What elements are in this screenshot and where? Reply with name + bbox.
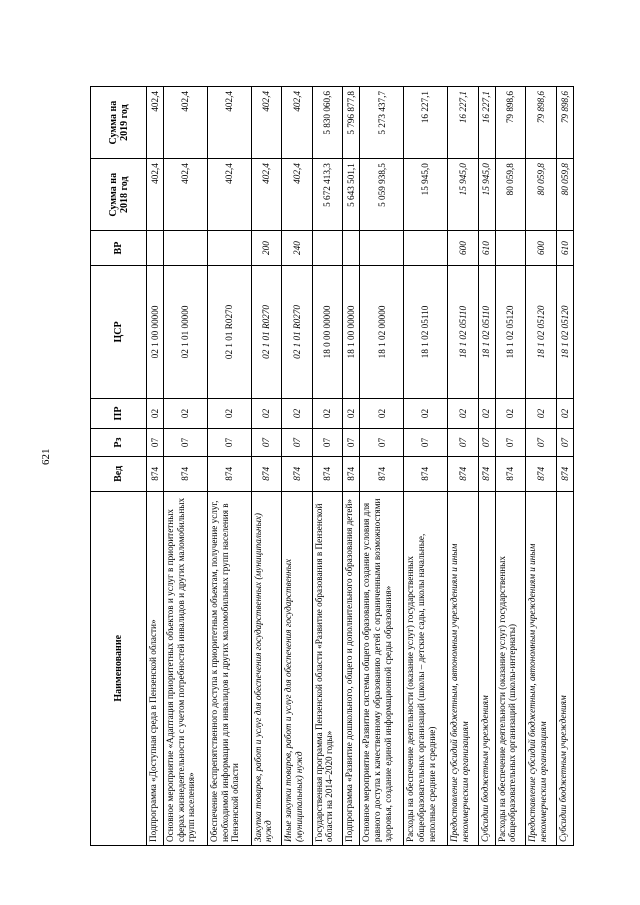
column-header-rz: Рз	[91, 428, 147, 456]
column-header-pr: ПР	[91, 399, 147, 429]
cell-sum-2018: 80 059,8	[556, 159, 573, 231]
cell-csr: 18 1 02 05110	[404, 265, 448, 398]
cell-sum-2019: 16 227,1	[404, 87, 448, 159]
cell-pr: 02	[448, 399, 479, 429]
cell-sum-2019: 16 227,1	[478, 87, 495, 159]
cell-sum-2019: 5 796 877,8	[343, 87, 360, 159]
table-row	[495, 87, 526, 846]
cell-vr	[312, 231, 343, 266]
cell-vr: 600	[448, 231, 479, 266]
table-row	[343, 87, 360, 846]
cell-sum-2018: 5 672 413,3	[312, 159, 343, 231]
table-header-row	[91, 87, 147, 846]
table-row	[360, 87, 404, 846]
cell-name: Государственная программа Пензенской области «Развитие образования в Пензенской области на 2014–2020 годы»	[312, 491, 343, 845]
table-row	[526, 87, 557, 846]
cell-ved: 874	[164, 457, 208, 492]
cell-pr: 02	[147, 399, 164, 429]
cell-csr: 02 1 01 R0270	[207, 265, 251, 398]
cell-name: Субсидии бюджетным учреждениям	[556, 491, 573, 845]
cell-rz: 07	[404, 428, 448, 456]
cell-name: Расходы на обеспечение деятельности (оказание услуг) государственных общеобразовательных организаций (школы – детские сады, школы начальные, неполные средние и средние)	[404, 491, 448, 845]
cell-ved: 874	[404, 457, 448, 492]
cell-sum-2019: 79 898,6	[526, 87, 557, 159]
table-row	[312, 87, 343, 846]
cell-vr: 610	[478, 231, 495, 266]
cell-sum-2018: 402,4	[147, 159, 164, 231]
cell-name: Расходы на обеспечение деятельности (оказание услуг) государственных общеобразовательных организаций (школы-интернаты)	[495, 491, 526, 845]
cell-vr	[164, 231, 208, 266]
cell-pr: 02	[495, 399, 526, 429]
cell-rz: 07	[282, 428, 313, 456]
cell-ved: 874	[312, 457, 343, 492]
cell-csr: 18 1 02 05110	[448, 265, 479, 398]
column-header-sum-2018: Сумма на 2018 год	[91, 159, 147, 231]
cell-sum-2018: 5 643 501,1	[343, 159, 360, 231]
cell-pr: 02	[404, 399, 448, 429]
cell-vr	[343, 231, 360, 266]
rotated-table-container	[90, 86, 574, 846]
cell-vr	[207, 231, 251, 266]
cell-vr: 200	[251, 231, 282, 266]
cell-ved: 874	[495, 457, 526, 492]
cell-sum-2018: 80 059,8	[495, 159, 526, 231]
cell-ved: 874	[282, 457, 313, 492]
table-body	[147, 87, 574, 846]
cell-vr: 240	[282, 231, 313, 266]
cell-name: Предоставление субсидий бюджетным, автономным учреждениям и иным некоммерческим организациям	[448, 491, 479, 845]
cell-ved: 874	[207, 457, 251, 492]
cell-csr: 02 1 01 R0270	[282, 265, 313, 398]
cell-csr: 18 1 02 00000	[360, 265, 404, 398]
cell-ved: 874	[526, 457, 557, 492]
cell-vr: 600	[526, 231, 557, 266]
table-row	[556, 87, 573, 846]
cell-sum-2019: 5 830 060,6	[312, 87, 343, 159]
cell-vr	[360, 231, 404, 266]
cell-name: Субсидии бюджетным учреждениям	[478, 491, 495, 845]
cell-name: Подпрограмма «Развитие дошкольного, общего и дополнительного образования детей»	[343, 491, 360, 845]
cell-csr: 18 1 02 05120	[495, 265, 526, 398]
cell-rz: 07	[164, 428, 208, 456]
cell-vr: 610	[556, 231, 573, 266]
cell-pr: 02	[164, 399, 208, 429]
column-header-sum-2019: Сумма на 2019 год	[91, 87, 147, 159]
cell-ved: 874	[147, 457, 164, 492]
cell-csr: 02 1 01 00000	[164, 265, 208, 398]
cell-sum-2019: 402,4	[147, 87, 164, 159]
cell-ved: 874	[360, 457, 404, 492]
cell-ved: 874	[251, 457, 282, 492]
cell-sum-2018: 15 945,0	[478, 159, 495, 231]
cell-name: Предоставление субсидий бюджетным, автономным учреждениям и иным некоммерческим организациям	[526, 491, 557, 845]
page-number: 621	[40, 448, 52, 465]
cell-name: Иные закупки товаров, работ и услуг для обеспечения государственных (муниципальных) нужд	[282, 491, 313, 845]
cell-rz: 07	[478, 428, 495, 456]
cell-name: Закупка товаров, работ и услуг для обеспечения государственных (муниципальных) нужд	[251, 491, 282, 845]
cell-pr: 02	[526, 399, 557, 429]
cell-rz: 07	[312, 428, 343, 456]
cell-sum-2018: 5 059 938,5	[360, 159, 404, 231]
cell-rz: 07	[251, 428, 282, 456]
cell-ved: 874	[343, 457, 360, 492]
cell-csr: 18 1 02 05120	[556, 265, 573, 398]
budget-table	[90, 86, 574, 846]
cell-name: Основное мероприятие «Развитие системы общего образования, создание условия для равного доступа к качественному образованию детей с ограниченными возможностями здоровья, создание единой информационной среды образования»	[360, 491, 404, 845]
column-header-vr: ВР	[91, 231, 147, 266]
cell-sum-2019: 79 898,6	[495, 87, 526, 159]
cell-rz: 07	[526, 428, 557, 456]
cell-csr: 18 1 02 05110	[478, 265, 495, 398]
cell-sum-2019: 5 273 437,7	[360, 87, 404, 159]
table-row	[164, 87, 208, 846]
cell-rz: 07	[147, 428, 164, 456]
cell-name: Подпрограмма «Доступная среда в Пензенской области»	[147, 491, 164, 845]
cell-sum-2018: 15 945,0	[448, 159, 479, 231]
cell-pr: 02	[282, 399, 313, 429]
cell-csr: 02 1 01 R0270	[251, 265, 282, 398]
cell-pr: 02	[207, 399, 251, 429]
cell-vr	[147, 231, 164, 266]
cell-pr: 02	[251, 399, 282, 429]
cell-rz: 07	[495, 428, 526, 456]
cell-csr: 18 1 00 00000	[343, 265, 360, 398]
table-row	[478, 87, 495, 846]
cell-sum-2018: 15 945,0	[404, 159, 448, 231]
cell-sum-2018: 402,4	[164, 159, 208, 231]
cell-pr: 02	[478, 399, 495, 429]
cell-pr: 02	[312, 399, 343, 429]
cell-pr: 02	[343, 399, 360, 429]
cell-csr: 02 1 00 00000	[147, 265, 164, 398]
table-row	[207, 87, 251, 846]
cell-rz: 07	[207, 428, 251, 456]
cell-name: Основное мероприятие «Адаптация приоритетных объектов и услуг в приоритетных сферах жизнедеятельности с учетом потребностей инвалидов и других маломобильных групп населения»	[164, 491, 208, 845]
cell-vr	[495, 231, 526, 266]
table-row	[251, 87, 282, 846]
cell-sum-2019: 79 898,6	[556, 87, 573, 159]
cell-sum-2019: 402,4	[207, 87, 251, 159]
cell-csr: 18 1 02 05120	[526, 265, 557, 398]
cell-rz: 07	[360, 428, 404, 456]
table-row	[448, 87, 479, 846]
column-header-name: Наименование	[91, 491, 147, 845]
column-header-csr: ЦСР	[91, 265, 147, 398]
table-row	[147, 87, 164, 846]
cell-sum-2019: 402,4	[251, 87, 282, 159]
cell-ved: 874	[448, 457, 479, 492]
column-header-ved: Вед	[91, 457, 147, 492]
cell-ved: 874	[556, 457, 573, 492]
cell-rz: 07	[448, 428, 479, 456]
cell-sum-2018: 402,4	[282, 159, 313, 231]
cell-sum-2018: 402,4	[207, 159, 251, 231]
cell-pr: 02	[556, 399, 573, 429]
cell-name: Обеспечение беспрепятственного доступа к приоритетным объектам, получение услуг, необходимой информации для инвалидов и других маломобильных групп населения в Пензенской области	[207, 491, 251, 845]
cell-ved: 874	[478, 457, 495, 492]
cell-rz: 07	[343, 428, 360, 456]
table-row	[404, 87, 448, 846]
cell-sum-2019: 16 227,1	[448, 87, 479, 159]
cell-sum-2018: 80 059,8	[526, 159, 557, 231]
cell-sum-2019: 402,4	[164, 87, 208, 159]
cell-pr: 02	[360, 399, 404, 429]
cell-vr	[404, 231, 448, 266]
cell-csr: 18 0 00 00000	[312, 265, 343, 398]
cell-sum-2019: 402,4	[282, 87, 313, 159]
cell-sum-2018: 402,4	[251, 159, 282, 231]
table-row	[282, 87, 313, 846]
cell-rz: 07	[556, 428, 573, 456]
